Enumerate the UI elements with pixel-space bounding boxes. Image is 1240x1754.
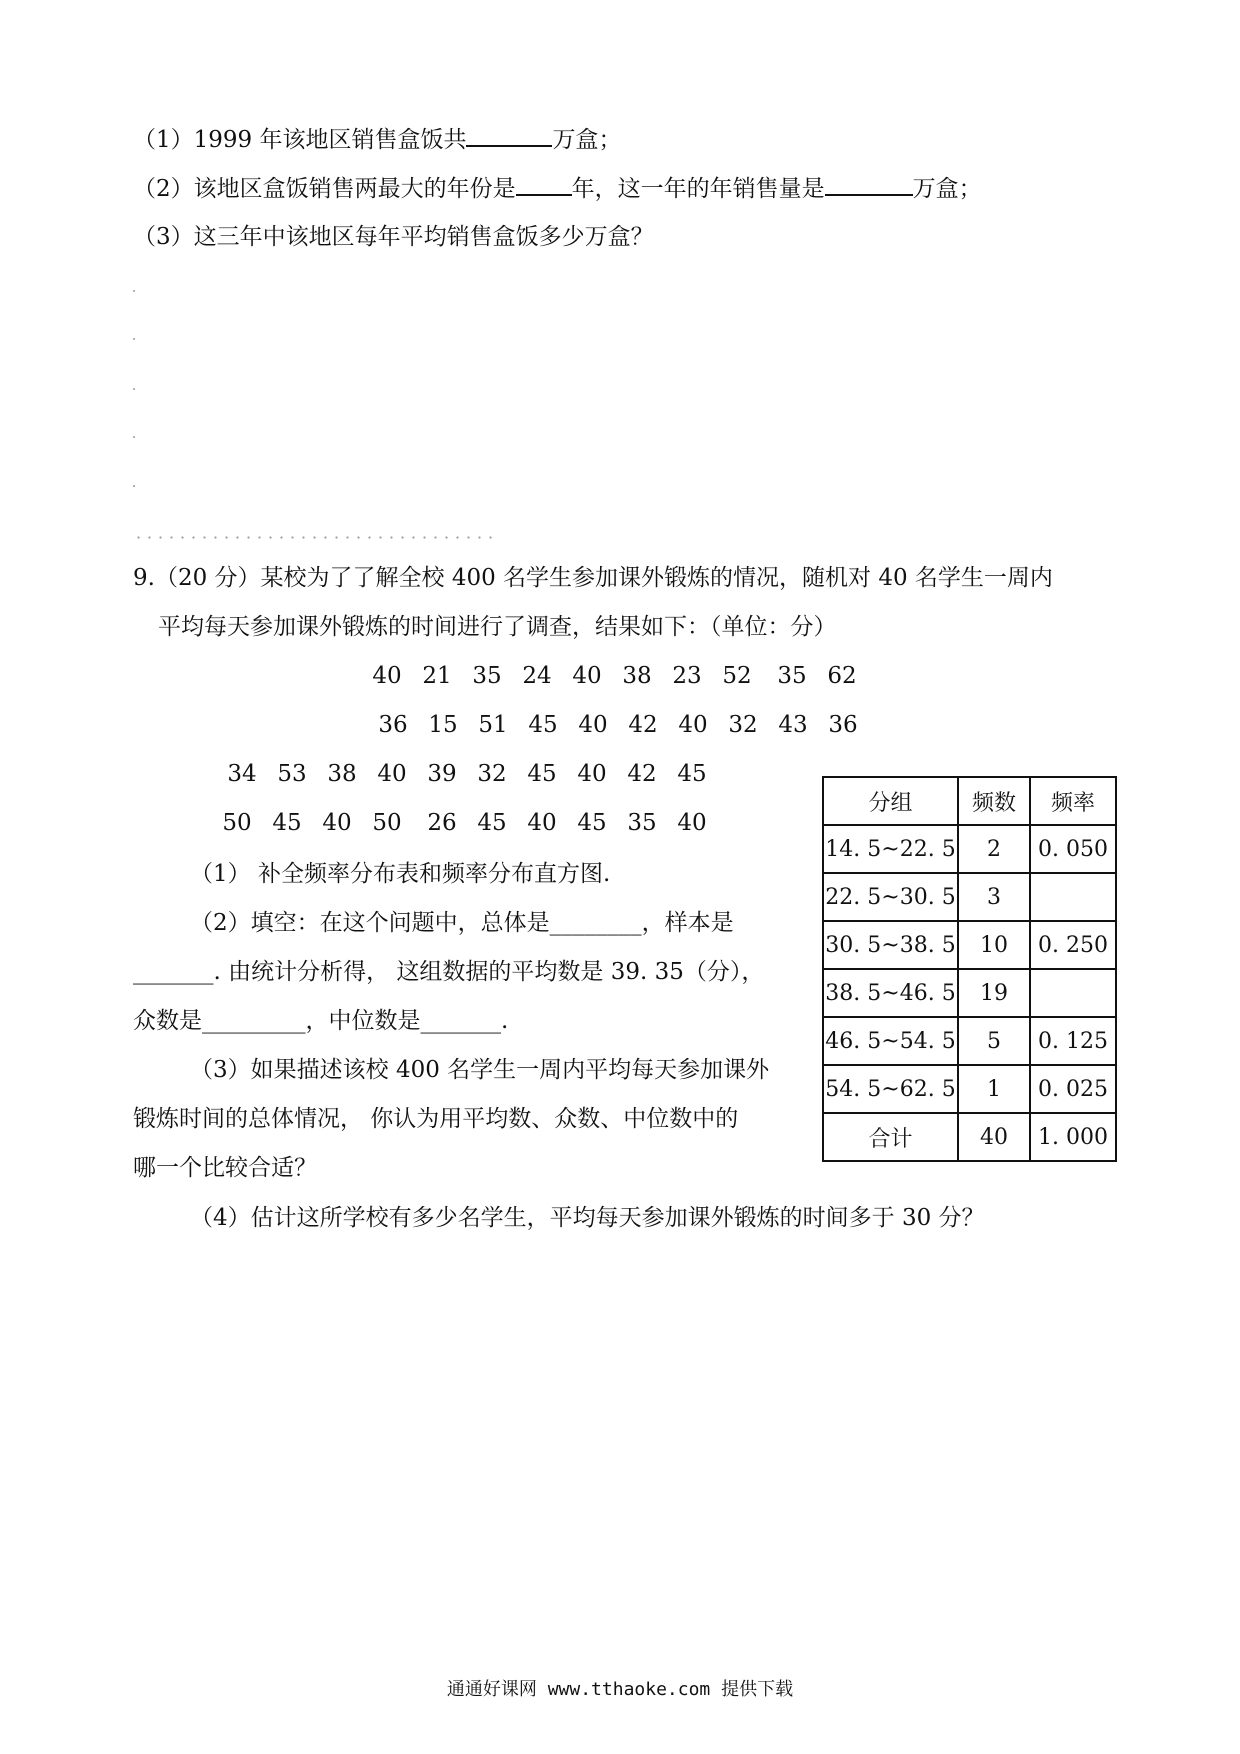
q8-part2-text-a: （2）该地区盒饭销售两最大的年份是: [133, 176, 516, 202]
table-cell: 40: [958, 1113, 1030, 1161]
data-value: 40: [572, 663, 602, 689]
answer-space-dot: [133, 338, 137, 342]
data-value: 45: [527, 761, 557, 787]
q9-sub3-line2: 锻炼时间的总体情况， 你认为用平均数、众数、中位数中的: [133, 1106, 739, 1132]
q9-sub2-line3: 众数是_________，中位数是_______.: [133, 1008, 509, 1034]
data-value: 23: [672, 663, 702, 689]
data-value: 35: [777, 663, 807, 689]
q8-part1-text: （1）1999 年该地区销售盒饭共: [133, 127, 467, 153]
data-value: 50: [222, 810, 252, 836]
data-value: 21: [422, 663, 452, 689]
data-value: 38: [327, 761, 357, 787]
answer-blank: [466, 123, 552, 147]
data-value: 24: [522, 663, 552, 689]
data-value: 42: [628, 712, 658, 738]
data-value: 51: [478, 712, 508, 738]
answer-space-dot: [133, 485, 137, 489]
table-row: [823, 921, 1116, 969]
table-row: [823, 825, 1116, 873]
table-cell: 5: [958, 1017, 1030, 1065]
table-cell: 14. 5~22. 5: [823, 825, 958, 873]
answer-space-dot: [133, 290, 137, 294]
table-cell: 38. 5~46. 5: [823, 969, 958, 1017]
q9-sub2-line2: _______. 由统计分析得， 这组数据的平均数是 39. 35（分），: [133, 959, 765, 985]
data-value: 40: [678, 712, 708, 738]
data-value: 40: [578, 712, 608, 738]
table-cell: 合计: [823, 1113, 958, 1161]
data-value: 43: [778, 712, 808, 738]
q9-intro-line2: 平均每天参加课外锻炼的时间进行了调查，结果如下：（单位：分）: [158, 614, 837, 640]
data-value: 50: [372, 810, 402, 836]
q8-part2-text-b: 年，这一年的年销售量是: [571, 176, 825, 202]
data-value: 45: [477, 810, 507, 836]
q9-intro-line1: 9.（20 分）某校为了了解全校 400 名学生参加课外锻炼的情况，随机对 40 名学生一周内: [133, 565, 1053, 591]
answer-space-dot: [133, 388, 137, 392]
data-value: 40: [677, 810, 707, 836]
table-cell: 2: [958, 825, 1030, 873]
q8-part1-unit: 万盒；: [552, 127, 622, 153]
table-cell: 22. 5~30. 5: [823, 873, 958, 921]
q9-sub4: （4）估计这所学校有多少名学生，平均每天参加课外锻炼的时间多于 30 分？: [190, 1205, 985, 1231]
data-value: 32: [728, 712, 758, 738]
q8-part1: [133, 123, 621, 155]
data-value: 40: [577, 761, 607, 787]
header-relative-frequency: 频率: [1030, 777, 1116, 825]
data-value: 15: [428, 712, 458, 738]
table-cell: 1: [958, 1065, 1030, 1113]
data-value: 52: [722, 663, 752, 689]
table-row: [823, 1065, 1116, 1113]
data-value: 53: [277, 761, 307, 787]
q8-part2-text-c: 万盒；: [912, 176, 982, 202]
page-footer: 通通好课网 www.tthaoke.com 提供下载: [446, 1679, 794, 1700]
table-cell: 0. 250: [1030, 921, 1116, 969]
data-value: 40: [377, 761, 407, 787]
table-row: [823, 969, 1116, 1017]
table-cell: 54. 5~62. 5: [823, 1065, 958, 1113]
data-value: 35: [472, 663, 502, 689]
answer-blank: [516, 172, 572, 196]
table-row: [823, 873, 1116, 921]
frequency-table: [822, 776, 1117, 1162]
data-value: 40: [527, 810, 557, 836]
table-row: [823, 1017, 1116, 1065]
table-cell-blank: [1030, 873, 1116, 921]
table-cell: 10: [958, 921, 1030, 969]
table-header-row: [823, 777, 1116, 825]
table-cell: 3: [958, 873, 1030, 921]
data-value: 39: [427, 761, 457, 787]
data-value: 32: [477, 761, 507, 787]
table-cell: 0. 025: [1030, 1065, 1116, 1113]
table-cell: 1. 000: [1030, 1113, 1116, 1161]
header-group: 分组: [823, 777, 958, 825]
data-value: 42: [627, 761, 657, 787]
table-cell-blank: [1030, 969, 1116, 1017]
data-value: 36: [378, 712, 408, 738]
q9-sub2-line1: （2）填空：在这个问题中，总体是________，样本是: [190, 910, 734, 936]
q9-sub1: （1） 补全频率分布表和频率分布直方图.: [190, 861, 611, 887]
answer-space-dotted-line: [133, 536, 493, 539]
header-frequency: 频数: [958, 777, 1030, 825]
data-value: 36: [828, 712, 858, 738]
data-value: 26: [427, 810, 457, 836]
table-cell: 46. 5~54. 5: [823, 1017, 958, 1065]
q8-part2: [133, 172, 982, 204]
data-value: 34: [227, 761, 257, 787]
data-value: 40: [372, 663, 402, 689]
answer-blank: [825, 172, 913, 196]
table-cell: 0. 125: [1030, 1017, 1116, 1065]
data-value: 45: [677, 761, 707, 787]
q9-sub3-line1: （3）如果描述该校 400 名学生一周内平均每天参加课外: [190, 1057, 770, 1083]
answer-space-dot: [133, 436, 137, 440]
table-cell: 0. 050: [1030, 825, 1116, 873]
data-value: 45: [577, 810, 607, 836]
table-cell: 19: [958, 969, 1030, 1017]
data-value: 62: [827, 663, 857, 689]
q9-sub3-line3: 哪一个比较合适？: [133, 1155, 317, 1181]
data-value: 45: [272, 810, 302, 836]
data-value: 38: [622, 663, 652, 689]
data-value: 40: [322, 810, 352, 836]
table-cell: 30. 5~38. 5: [823, 921, 958, 969]
data-value: 45: [528, 712, 558, 738]
table-total-row: [823, 1113, 1116, 1161]
q8-part3: （3）这三年中该地区每年平均销售盒饭多少万盒？: [133, 224, 654, 250]
data-value: 35: [627, 810, 657, 836]
